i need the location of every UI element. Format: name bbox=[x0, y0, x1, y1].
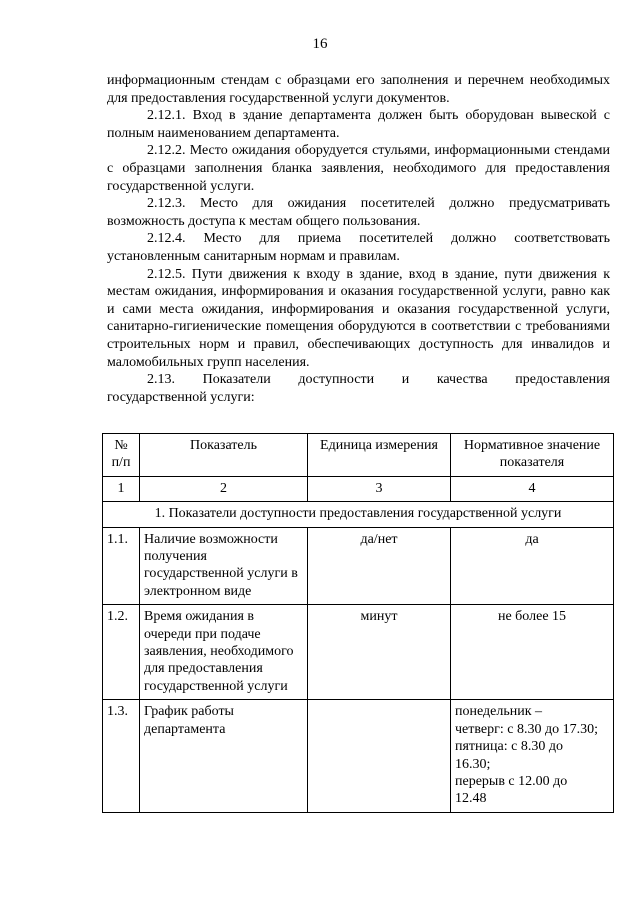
col-number-2: 2 bbox=[140, 476, 308, 501]
table-col-numbers-row bbox=[103, 476, 614, 501]
paragraph-2-12-5: 2.12.5. Пути движения к входу в здание, вход в здание, пути движения к местам ожидания, информирования и оказания государственной услуги, равно как и сами места ожидания, информирования и оказания государственной услуги, санитарно-гигиенические помещения оборудуются в соответствии с требованиями строительных норм и правил, обеспечивающих доступность для инвалидов и маломобильных групп населения. bbox=[107, 266, 610, 370]
body-text bbox=[107, 72, 610, 406]
schedule-line: понедельник – bbox=[455, 704, 543, 720]
indicators-table bbox=[102, 433, 614, 813]
table-row bbox=[103, 605, 614, 700]
row-indicator: График работы департамента bbox=[140, 700, 308, 812]
paragraph-2-13-line1: 2.13. Показатели доступности и качества предоставления bbox=[147, 372, 610, 388]
paragraph-2-12-1: 2.12.1. Вход в здание департамента должен быть оборудован вывеской с полным наименованием департамента. bbox=[107, 108, 610, 141]
table-row bbox=[103, 527, 614, 605]
row-indicator: Время ожидания в очереди при подаче заявления, необходимого для предоставления государственной услуги bbox=[140, 605, 308, 700]
row-value: не более 15 bbox=[451, 605, 614, 700]
schedule-line: пятница: с 8.30 до bbox=[455, 739, 563, 755]
col-number-1: 1 bbox=[103, 476, 140, 501]
row-value bbox=[451, 700, 614, 812]
row-unit: минут bbox=[308, 605, 451, 700]
row-num: 1.1. bbox=[103, 527, 140, 605]
row-num: 1.3. bbox=[103, 700, 140, 812]
row-num: 1.2. bbox=[103, 605, 140, 700]
section-title: 1. Показатели доступности предоставления государственной услуги bbox=[103, 502, 614, 527]
header-unit: Единица измерения bbox=[308, 434, 451, 477]
header-value: Нормативное значение показателя bbox=[451, 434, 614, 477]
row-value: да bbox=[451, 527, 614, 605]
paragraph-2-12-3: 2.12.3. Место для ожидания посетителей должно предусматривать возможность доступа к местам общего пользования. bbox=[107, 196, 610, 229]
table-row bbox=[103, 700, 614, 812]
paragraph-2-13-line2: государственной услуги: bbox=[107, 389, 255, 405]
table-header-row bbox=[103, 434, 614, 477]
header-indicator: Показатель bbox=[140, 434, 308, 477]
header-num: № п/п bbox=[103, 434, 140, 477]
paragraph-2-12-2: 2.12.2. Место ожидания оборудуется стульями, информационными стендами с образцами заполнения бланка заявления, необходимого для предоставления государственной услуги. bbox=[107, 143, 610, 194]
schedule-line: перерыв с 12.00 до bbox=[455, 773, 568, 789]
schedule-line: четверг: с 8.30 до 17.30; bbox=[455, 721, 598, 737]
paragraph-continuation: информационным стендам с образцами его заполнения и перечнем необходимых для предоставления государственной услуги документов. bbox=[107, 73, 610, 106]
page-number: 16 bbox=[312, 36, 328, 52]
table-section-row bbox=[103, 502, 614, 527]
schedule-line: 12.48 bbox=[455, 791, 487, 807]
paragraph-2-12-4: 2.12.4. Место для приема посетителей должно соответствовать установленным санитарным нормам и правилам. bbox=[107, 231, 610, 264]
row-unit: да/нет bbox=[308, 527, 451, 605]
col-number-4: 4 bbox=[451, 476, 614, 501]
row-indicator: Наличие возможности получения государственной услуги в электронном виде bbox=[140, 527, 308, 605]
schedule-line: 16.30; bbox=[455, 756, 491, 772]
col-number-3: 3 bbox=[308, 476, 451, 501]
row-unit bbox=[308, 700, 451, 812]
